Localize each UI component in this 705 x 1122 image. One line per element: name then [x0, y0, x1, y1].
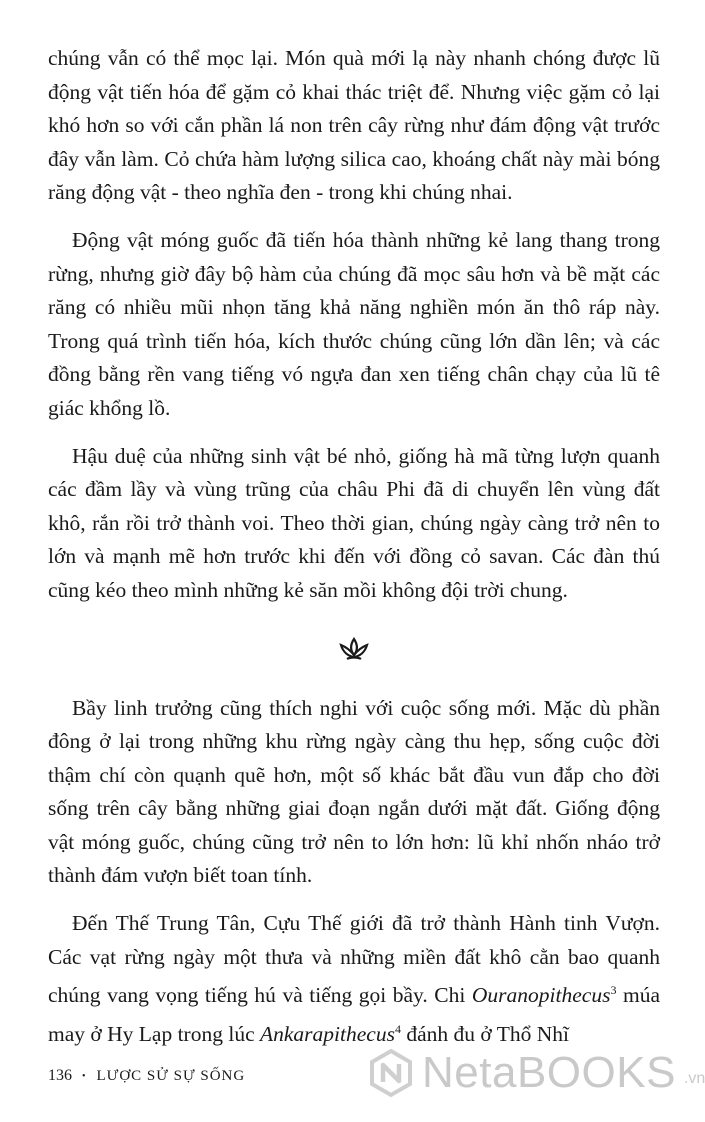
watermark-brand: NetaBOOKS — [422, 1048, 676, 1097]
page-body — [48, 42, 660, 1052]
page-number: 136 — [48, 1067, 72, 1084]
netabooks-logo-icon — [366, 1048, 416, 1098]
paragraph-5 — [48, 907, 660, 1052]
footnote-marker-3[interactable]: 3 — [610, 983, 617, 998]
genus-name-ankarapithecus: Ankarapithecus — [260, 1022, 395, 1047]
paragraph-5-text-b: múa may ở Hy Lạp trong lúc — [48, 983, 660, 1047]
paragraph-5-text-c: đánh đu ở Thổ Nhĩ — [400, 1022, 569, 1047]
paragraph-2: Động vật móng guốc đã tiến hóa thành những kẻ lang thang trong rừng, nhưng giờ đây bộ hàm của chúng đã mọc sâu hơn và bề mặt các răng có nhiều mũi nhọn tăng khả năng nghiền món ăn thô ráp này. Trong quá trình tiến hóa, kích thước chúng cũng lớn dần lên; và các đồng bằng rền vang tiếng vó ngựa đan xen tiếng chân chạy của lũ tê giác khổng lồ. — [48, 227, 660, 420]
paragraph-4: Bầy linh trưởng cũng thích nghi với cuộc sống mới. Mặc dù phần đông ở lại trong những khu rừng ngày càng thu hẹp, sống cuộc đời thậm chí còn quạnh quẽ hơn, một số khác bắt đầu vun đắp cho đời sống trên cây bằng những giai đoạn ngắn dưới mặt đất. Giống động vật móng guốc, chúng cũng trở nên to lớn hơn: lũ khỉ nhốn nháo trở thành đám vượn biết toan tính. — [48, 695, 660, 888]
paragraph-5-text-a: Đến Thế Trung Tân, Cựu Thế giới đã trở thành Hành tinh Vượn. Các vạt rừng ngày một thưa và những miền đất khô cằn bao quanh chúng vang vọng tiếng hú và tiếng gọi bầy. Chi — [48, 911, 660, 1008]
paragraph-1: chúng vẫn có thể mọc lại. Món quà mới lạ này nhanh chóng được lũ động vật tiến hóa để gặm cỏ khai thác triệt để. Nhưng việc gặm cỏ lại khó hơn so với cắn phần lá non trên cây rừng như đám động vật trước đây vẫn làm. Cỏ chứa hàm lượng silica cao, khoáng chất này mài bóng răng động vật - theo nghĩa đen - trong khi chúng nhai. — [48, 46, 660, 205]
footer-bullet: • — [82, 1070, 87, 1082]
section-divider-ornament — [48, 636, 660, 662]
footnote-marker-4[interactable]: 4 — [394, 1022, 401, 1036]
running-book-title: LƯỢC SỬ SỰ SỐNG — [96, 1067, 246, 1084]
genus-name-ouranopithecus: Ouranopithecus — [471, 983, 611, 1008]
paragraph-3: Hậu duệ của những sinh vật bé nhỏ, giống hà mã từng lượn quanh các đầm lầy và vùng trũng của châu Phi đã di chuyển lên vùng đất khô, rắn rồi trở thành voi. Theo thời gian, chúng ngày càng trở nên to lớn và mạnh mẽ hơn trước khi đến với đồng cỏ savan. Các đàn thú cũng kéo theo mình những kẻ săn mồi không đội trời chung. — [48, 443, 660, 602]
page-footer — [48, 1067, 245, 1085]
lotus-ornament-icon — [337, 636, 371, 662]
watermark-suffix: .vn — [683, 1070, 705, 1087]
netabooks-watermark — [366, 1048, 705, 1098]
